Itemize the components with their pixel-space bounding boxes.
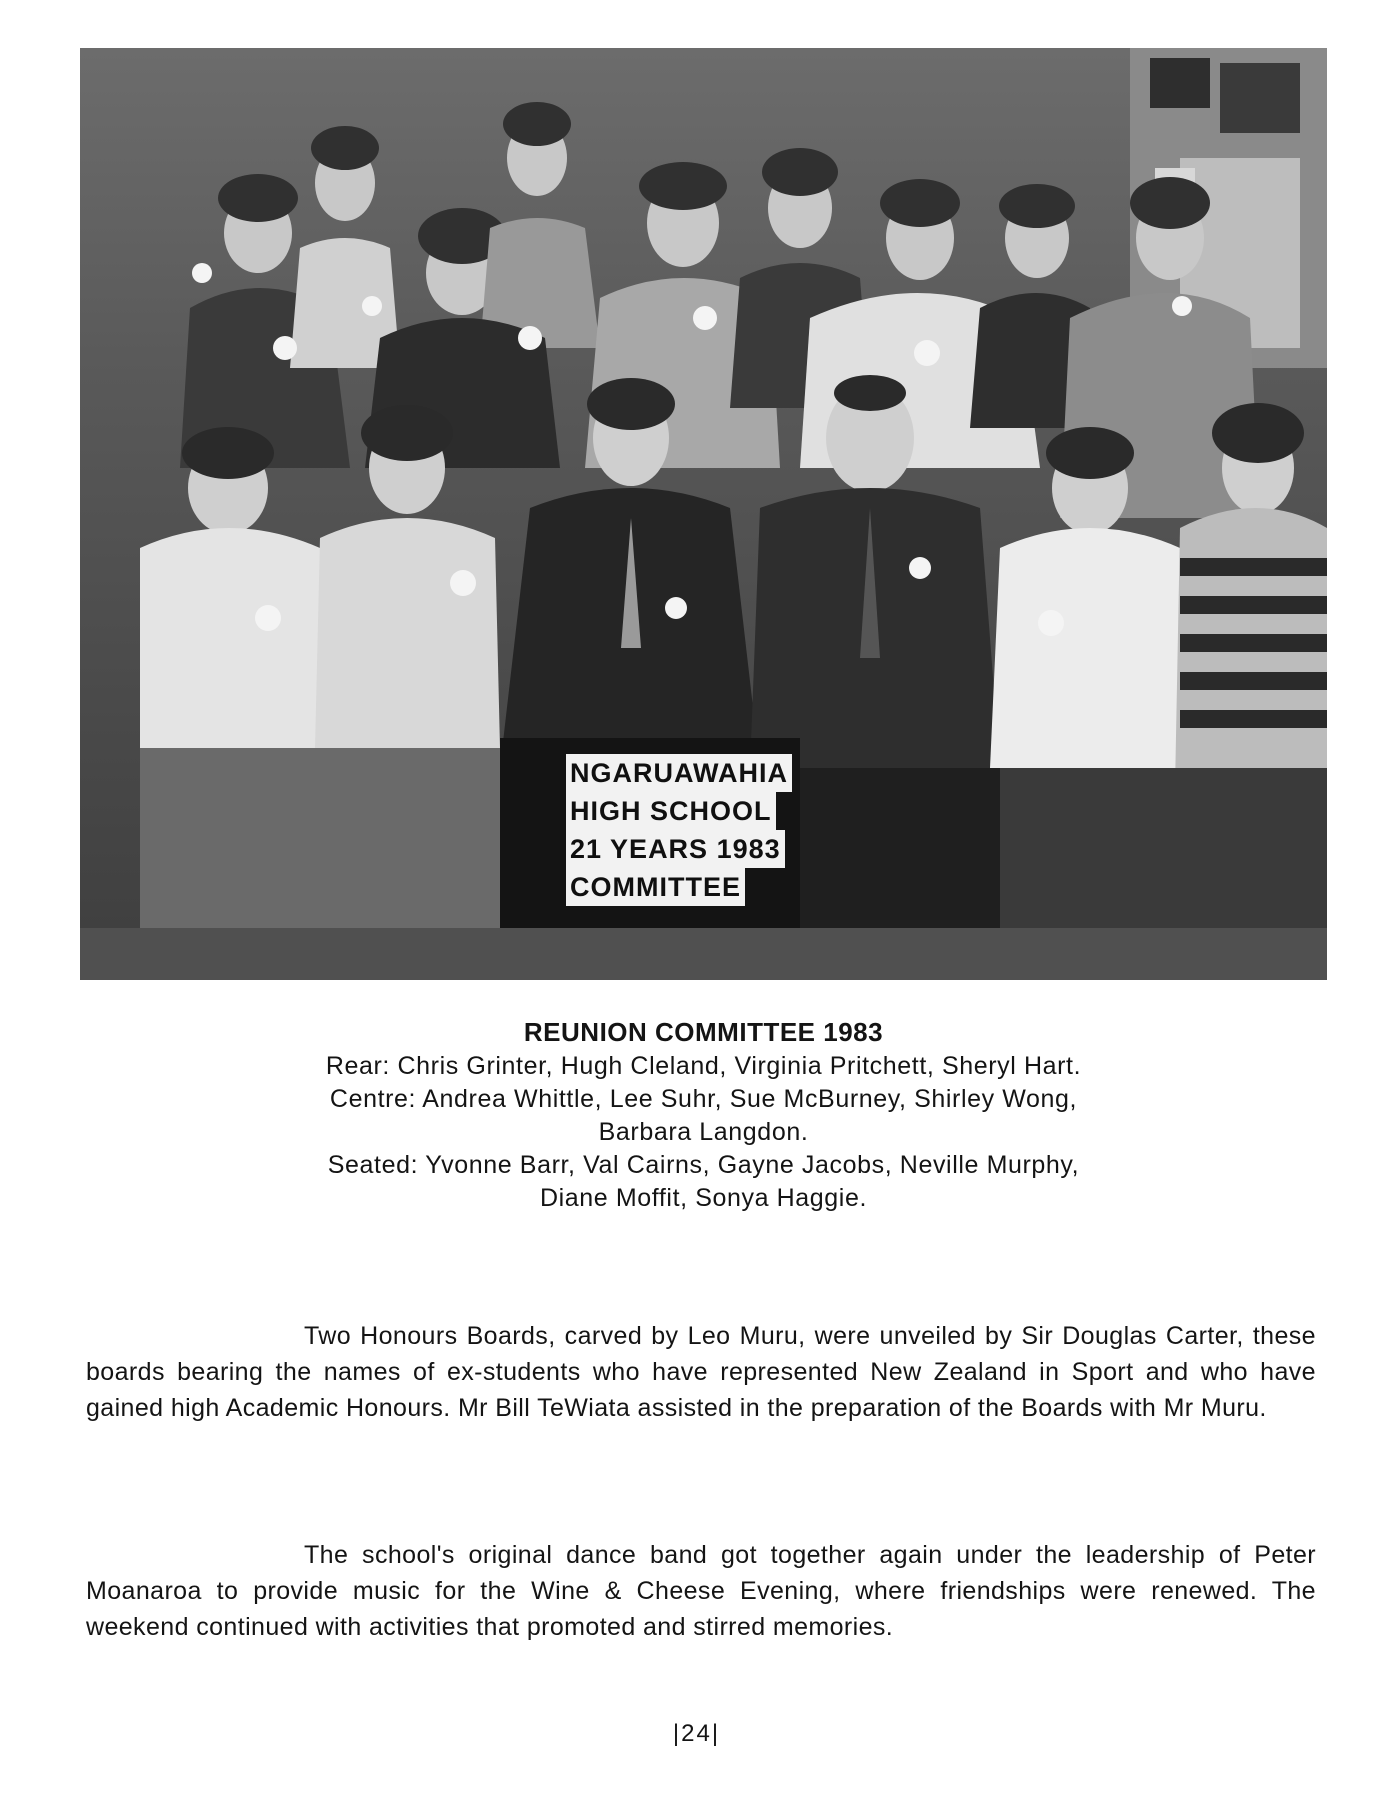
caption-line-centre-cont: Barbara Langdon. bbox=[598, 1118, 809, 1146]
group-photo bbox=[80, 48, 1327, 980]
sign-line-2: HIGH SCHOOL bbox=[566, 792, 776, 830]
sign-line-4: COMMITTEE bbox=[566, 868, 745, 906]
paragraph-2-text: The school's original dance band got together again under the leadership of Peter Moanaroa to provide music for the Wine & Cheese Evening, where friendships were renewed. The weekend continued with activities that promoted and stirred memories. bbox=[86, 1541, 1316, 1641]
caption-line-seated: Seated: Yvonne Barr, Val Cairns, Gayne Jacobs, Neville Murphy, bbox=[327, 1151, 1080, 1179]
paragraph-honours-boards bbox=[86, 1318, 1316, 1426]
photo-caption bbox=[80, 1014, 1327, 1215]
caption-line-centre: Centre: Andrea Whittle, Lee Suhr, Sue McBurney, Shirley Wong, bbox=[329, 1085, 1078, 1113]
caption-line-seated-cont: Diane Moffit, Sonya Haggie. bbox=[539, 1184, 868, 1212]
sign-line-3: 21 YEARS 1983 bbox=[566, 830, 785, 868]
page-number: |24| bbox=[672, 1720, 721, 1747]
sign-line-1: NGARUAWAHIA bbox=[566, 754, 792, 792]
caption-line-rear: Rear: Chris Grinter, Hugh Cleland, Virginia Pritchett, Sheryl Hart. bbox=[325, 1052, 1082, 1080]
caption-title: REUNION COMMITTEE 1983 bbox=[523, 1017, 884, 1047]
paragraph-1-text: Two Honours Boards, carved by Leo Muru, were unveiled by Sir Douglas Carter, these boards bearing the names of ex-students who have represented New Zealand in Sport and who have gained high Academic Honours. Mr Bill TeWiata assisted in the preparation of the Boards with Mr Muru. bbox=[86, 1322, 1316, 1422]
paragraph-dance-band bbox=[86, 1537, 1316, 1645]
committee-sign bbox=[566, 754, 852, 906]
